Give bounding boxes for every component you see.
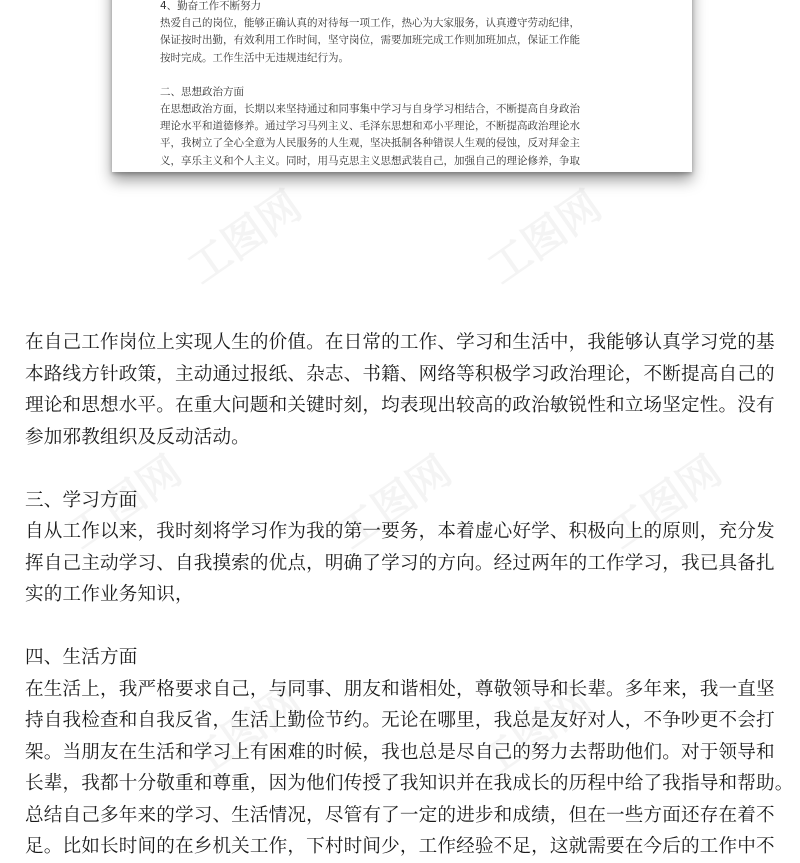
- preview-line: 平，我树立了全心全意为人民服务的人生观，坚决抵制各种错误人生观的侵蚀，反对拜金主: [160, 137, 580, 150]
- body-line: 长辈，我都十分敬重和尊重，因为他们传授了我知识并在我成长的历程中给了我指导和帮助。: [25, 773, 794, 794]
- body-gap: [25, 453, 785, 485]
- document-body: [25, 327, 794, 863]
- body-gap: [25, 611, 785, 643]
- body-line: 足。比如长时间的在乡机关工作，下村时间少，工作经验不足，这就需要在今后的工作中不: [25, 836, 775, 857]
- section-heading: 四、生活方面: [25, 647, 138, 668]
- body-line: 总结自己多年来的学习、生活情况，尽管有了一定的进步和成绩，但在一些方面还存在着不: [25, 804, 775, 826]
- body-line: 参加邪教组织及反动活动。: [25, 426, 250, 448]
- body-line: 架。当朋友在生活和学习上有困难的时候，我也总是尽自己的努力去帮助他们。对于领导和: [25, 741, 775, 763]
- preview-line: 4、勤奋工作不断努力: [160, 0, 262, 12]
- body-line: 持自我检查和自我反省，生活上勤俭节约。无论在哪里，我总是友好对人，不争吵更不会打: [25, 710, 775, 731]
- preview-line: 理论水平和道德修养。通过学习马列主义、毛泽东思想和邓小平理论，不断提高政治理论水: [160, 120, 580, 133]
- preview-text: [160, 0, 660, 170]
- body-line: 挥自己主动学习、自我摸索的优点，明确了学习的方向。经过两年的工作学习，我已具备扎: [25, 552, 775, 574]
- body-line: 在生活上，我严格要求自己，与同事、朋友和谐相处，尊敬领导和长辈。多年来，我一直坚: [25, 678, 775, 700]
- body-line: 自从工作以来，我时刻将学习作为我的第一要务，本着虚心好学、积极向上的原则，充分发: [25, 521, 775, 542]
- watermark: [174, 174, 312, 295]
- preview-line: 在思想政治方面，长期以来坚持通过和同事集中学习与自身学习相结合，不断提高自身政治: [160, 102, 580, 115]
- preview-line: 热爱自己的岗位，能够正确认真的对待每一项工作，热心为大家服务，认真遵守劳动纪律，: [160, 17, 580, 30]
- body-line: 理论和思想水平。在重大问题和关键时刻，均表现出较高的政治敏锐性和立场坚定性。没有: [25, 395, 775, 416]
- preview-heading: 二、思想政治方面: [160, 85, 244, 98]
- body-line: 在自己工作岗位上实现人生的价值。在日常的工作、学习和生活中，我能够认真学习党的基: [25, 332, 775, 353]
- section-heading: 三、学习方面: [25, 489, 138, 511]
- document-preview-page: [112, 0, 692, 172]
- preview-line: 保证按时出勤，有效利用工作时间，坚守岗位，需要加班完成工作则加班加点，保证工作能: [160, 34, 580, 47]
- body-line: 实的工作业务知识，: [25, 584, 194, 605]
- preview-line: 义，享乐主义和个人主义。同时，用马克思主义思想武装自己，加强自己的理论修养，争取: [160, 154, 580, 167]
- watermark: [474, 174, 612, 295]
- preview-line: 按时完成。工作生活中无违规违纪行为。: [160, 51, 349, 64]
- preview-gap: [160, 67, 660, 84]
- body-line: 本路线方针政策，主动通过报纸、杂志、书籍、网络等积极学习政治理论，不断提高自己的: [25, 363, 775, 385]
